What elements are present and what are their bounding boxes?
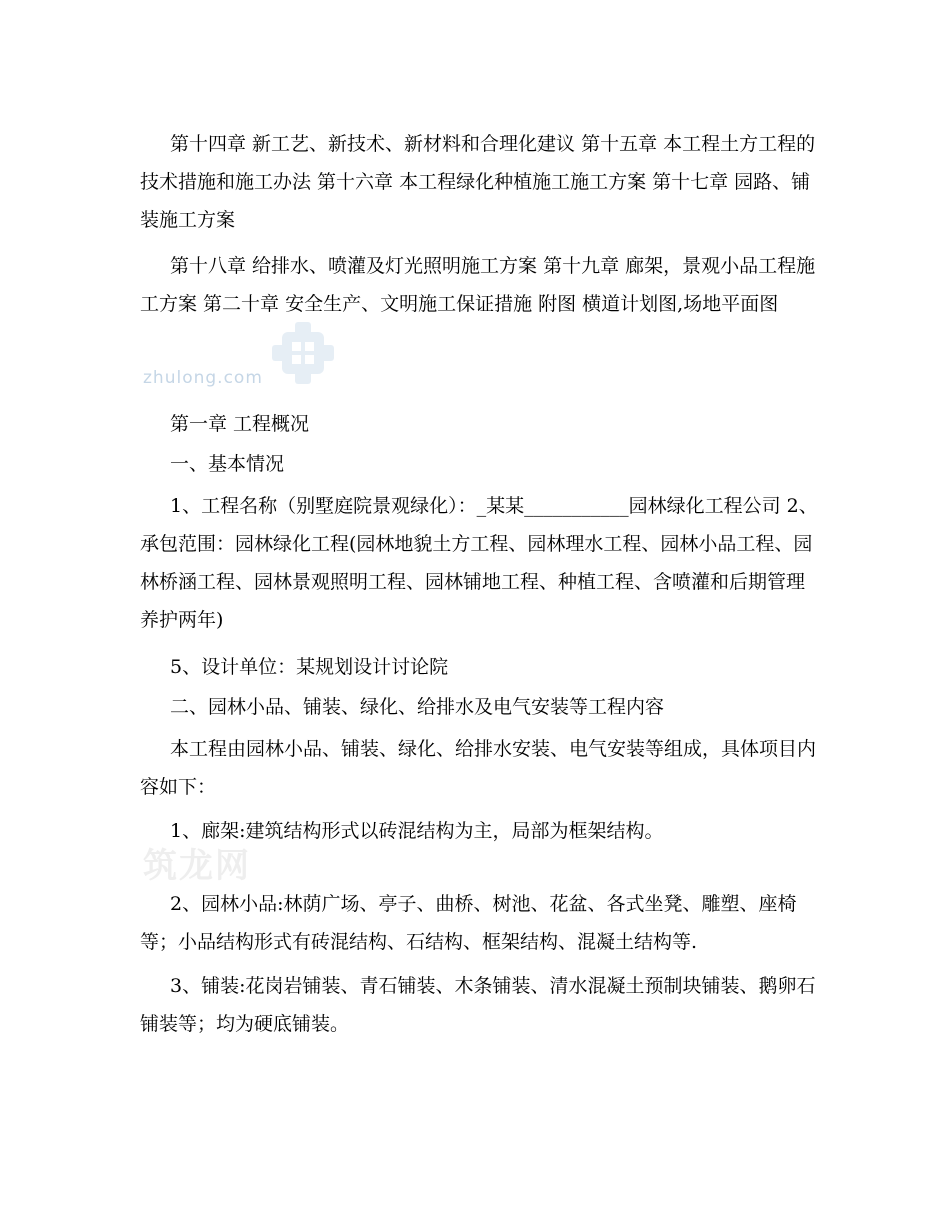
paragraph-garden-features: 2、园林小品:林荫广场、亭子、曲桥、树池、花盆、各式坐凳、雕塑、座椅等；小品结构形式有砖混结构、石结构、框架结构、混凝土结构等. [140, 893, 797, 953]
paragraph-paving: 3、铺装:花岗岩铺装、青石铺装、木条铺装、清水混凝土预制块铺装、鹅卵石铺装等；均为硬底铺装。 [140, 975, 816, 1035]
watermark-faint-text: 筑龙网 [143, 846, 251, 886]
paragraph-toc-part-2: 第十八章 给排水、喷灌及灯光照明施工方案 第十九章 廊架，景观小品工程施工方案 第二十章 安全生产、文明施工保证措施 附图 横道计划图,场地平面图 [140, 255, 816, 315]
paragraph-toc-part-1: 第十四章 新工艺、新技术、新材料和合理化建议 第十五章 本工程土方工程的技术措施和施工办法 第十六章 本工程绿化种植施工施工方案 第十七章 园路、铺装施工方案 [140, 133, 816, 231]
paragraph-works-intro: 本工程由园林小品、铺装、绿化、给排水安装、电气安装等组成，具体项目内容如下： [140, 738, 817, 798]
zhulong-logo-icon [268, 318, 338, 388]
chapter-heading: 第一章 工程概况 [170, 413, 310, 435]
paragraph-pergola: 1、廊架:建筑结构形式以砖混结构为主，局部为框架结构。 [170, 820, 664, 842]
section-heading-basic-info: 一、基本情况 [170, 453, 285, 475]
section-heading-works-content: 二、园林小品、铺装、绿化、给排水及电气安装等工程内容 [170, 696, 665, 718]
paragraph-design-unit: 5、设计单位：某规划设计讨论院 [170, 656, 449, 678]
paragraph-project-name-scope: 1、工程名称（别墅庭院景观绿化）：_某某___________园林绿化工程公司 2、承包范围：园林绿化工程(园林地貌土方工程、园林理水工程、园林小品工程、园林桥涵工程、园林景观照明工程、园林铺地工程、种植工程、含喷灌和后期管理养护两年) [140, 495, 818, 631]
watermark-site-text: zhulong.com [143, 368, 263, 388]
